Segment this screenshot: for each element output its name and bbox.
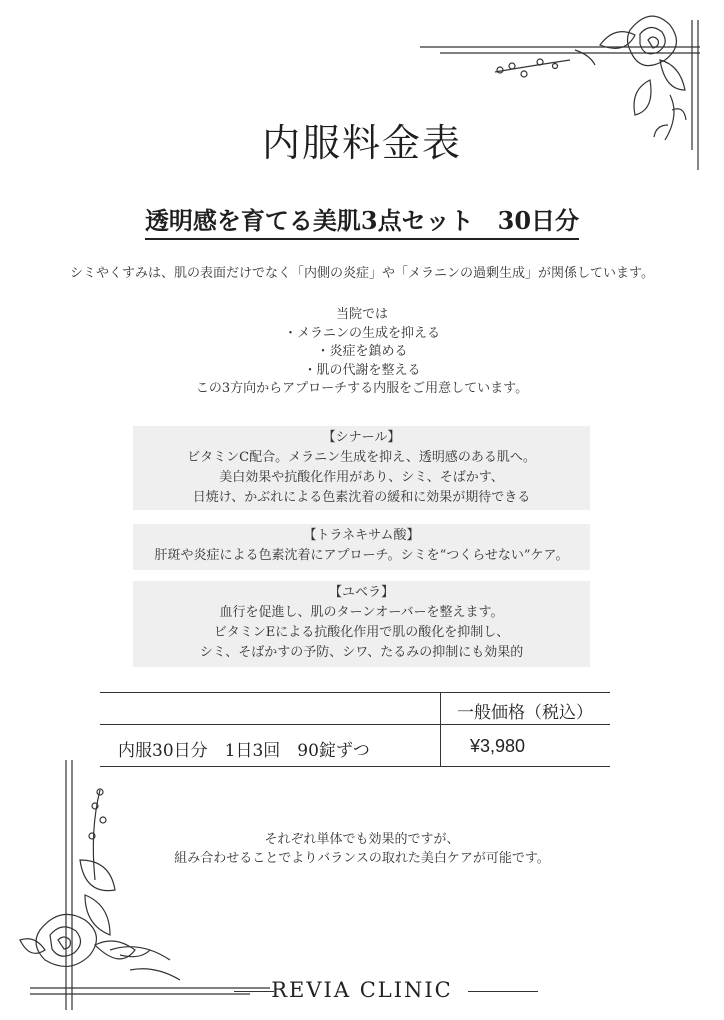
medicine-line: シミ、そばかすの予防、シワ、たるみの抑制にも効果的 — [199, 645, 524, 660]
medicine-line: 美白効果や抗酸化作用があり、シミ、そばかす、 — [219, 470, 504, 485]
medicine-box-juvela — [133, 581, 590, 667]
medicine-line: ビタミンC配合。メラニン生成を抑え、透明感のある肌へ。 — [187, 450, 536, 465]
medicine-box-cinal — [133, 426, 590, 510]
page-title: 内服料金表 — [261, 121, 462, 165]
set-subtitle-text: 透明感を育てる美肌3点セット 30日分 — [145, 206, 579, 240]
medicine-line: ビタミンEによる抗酸化作用で肌の酸化を抑制し、 — [213, 625, 510, 640]
points-line: 当院では — [335, 307, 388, 322]
price-header: 一般価格（税込） — [457, 703, 593, 723]
medicine-name: 【トラネキサム酸】 — [303, 528, 420, 543]
price-table — [100, 692, 610, 766]
table-rule — [100, 692, 610, 693]
footer-line: それぞれ単体でも効果的ですが、 — [264, 832, 460, 847]
lead-text: シミやくすみは、肌の表面だけでなく「内側の炎症」や「メラニンの過剰生成」が関係しています。 — [70, 266, 654, 281]
medicine-line: 日焼け、かぶれによる色素沈着の緩和に効果が期待できる — [192, 490, 531, 505]
medicine-box-tranexamic — [133, 524, 590, 570]
points-line: この3方向からアプローチする内服をご用意しています。 — [195, 381, 529, 396]
item-price: ¥3,980 — [470, 736, 526, 756]
clinic-rule-right — [468, 991, 538, 992]
table-rule — [100, 766, 610, 767]
medicine-line: 血行を促進し、肌のターンオーバーを整えます。 — [219, 605, 504, 620]
medicine-line: 肝斑や炎症による色素沈着にアプローチ。シミを“つくらせない”ケア。 — [154, 548, 569, 563]
points-line: ・肌の代謝を整える — [303, 362, 421, 378]
approach-points — [0, 306, 724, 399]
points-line: ・炎症を鎮める — [316, 344, 408, 359]
item-description: 内服30日分 1日3回 90錠ずつ — [118, 741, 370, 761]
medicine-name: 【シナール】 — [322, 430, 401, 445]
set-subtitle — [0, 201, 724, 236]
points-line: ・メラニンの生成を抑える — [283, 325, 440, 341]
footer-line: 組み合わせることでよりバランスの取れた美白ケアが可能です。 — [174, 851, 550, 866]
table-rule — [100, 724, 610, 725]
clinic-name: REVIA CLINIC — [271, 978, 453, 1002]
footer-note — [0, 830, 724, 868]
medicine-name: 【ユベラ】 — [328, 585, 394, 600]
